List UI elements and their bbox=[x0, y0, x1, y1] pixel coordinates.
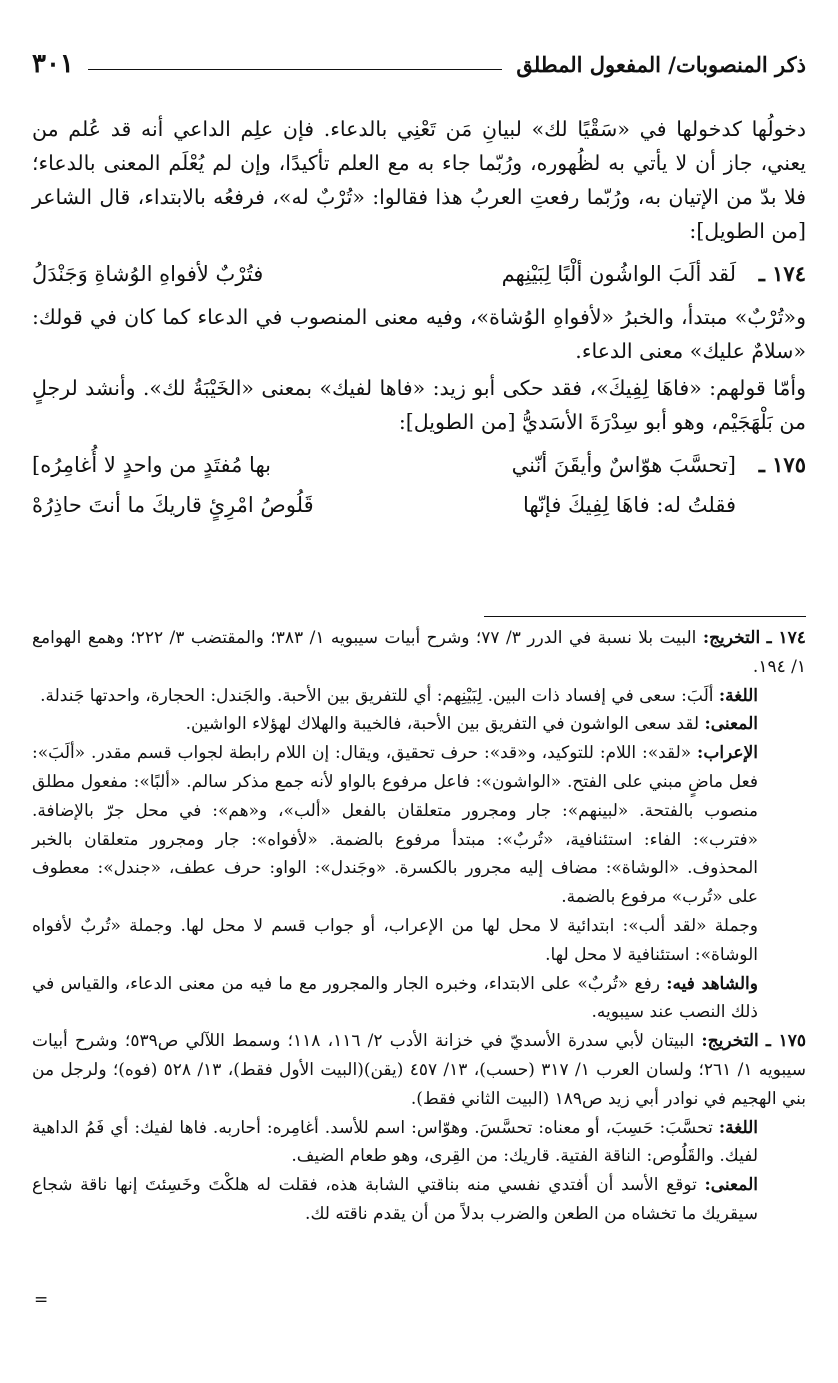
verse-175 bbox=[32, 445, 806, 525]
verse-number: ١٧٤ ـ bbox=[758, 261, 806, 286]
footnote-label: المعنى: bbox=[704, 714, 758, 735]
verse-number: ١٧٥ ـ bbox=[758, 452, 806, 477]
footnote-text: توقع الأسد أن أفتدي نفسي منه بناقتي الشابة هذه، فقلت له هلكْتَ وخَسِئتَ إنها ناقة شجاع سيقريك ما تخشاه من الطعن والضرب بدلاً من أن يقدم ناقته لك. bbox=[32, 1175, 758, 1224]
footnote-number: ١٧٤ ـ bbox=[766, 628, 806, 648]
verse-hemistich: لَقد ألَبَ الواشُون ألْبًا لِبَيْنِهم bbox=[501, 262, 736, 286]
footnote-entry bbox=[32, 1114, 806, 1172]
footnote-label: التخريج: bbox=[701, 1031, 759, 1052]
footnotes bbox=[32, 624, 806, 1229]
running-title: ذكر المنصوبات/ المفعول المطلق bbox=[516, 51, 806, 77]
footnote-text: البيتان لأبي سدرة الأسديّ في خزانة الأدب ٢/ ١١٦، ١١٨؛ وسمط اللآلي ص٥٣٩؛ وشرح أبيات سيبويه ١/ ٢٦١؛ ولسان العرب ١/ ٣١٧ (حسب)، ١٣/ ٤٥٧ (يقن)(البيت الأول فقط)، ١٣/ ٥٢٨ (فوه)؛ ولرجل من بني الهجيم في نوادر أبي زيد ص١٨٩ (البيت الثاني فقط). bbox=[32, 1031, 806, 1109]
footnote-label: اللغة: bbox=[718, 685, 758, 706]
footnote-entry bbox=[32, 682, 806, 711]
footnote-label: التخريج: bbox=[702, 628, 761, 648]
footnote-text: لقد سعى الواشون في التفريق بين الأحبة، فالخيبة والهلاك لهؤلاء الواشين. bbox=[185, 714, 705, 735]
footnote-label: والشاهد فيه: bbox=[666, 973, 758, 994]
footnote-text: تحسَّبَ: حَسِبَ، أو معناه: تحسَّسَ. وهوّاس: اسم للأسد. أغامِره: أحاربه. فاها لفيك: أي فَمُ الداهية لفيك. والقَلُوص: الناقة الفتية. قاريك: من القِرى، وهو طعام الضيف. bbox=[32, 1117, 758, 1167]
footer-mark: = bbox=[34, 1290, 49, 1310]
verse-hemistich: فقلتُ له: فاهَا لِفِيكَ فإنّها bbox=[523, 493, 736, 517]
main-text bbox=[32, 112, 806, 531]
verse-hemistich: فتُرْبٌ لأفواهِ الوُشاةِ وَجَنْدَلُ bbox=[32, 262, 264, 286]
footnote-entry bbox=[32, 1027, 806, 1113]
footnote-text: رفع «تُربٌ» على الابتداء، وخبره الجار والمجرور مع ما فيه من معنى الدعاء، والقياس في ذلك النصب عند سيبويه. bbox=[32, 973, 758, 1023]
verse-174 bbox=[32, 254, 806, 294]
footnote-entry bbox=[32, 912, 806, 970]
footnote-entry bbox=[32, 970, 806, 1028]
footnote-text: البيت بلا نسبة في الدرر ٣/ ٧٧؛ وشرح أبيات سيبويه ١/ ٣٨٣؛ والمقتضب ٣/ ٢٢٢؛ وهمع الهوامع ١/ ١٩٤. bbox=[32, 628, 806, 677]
paragraph: وأمّا قولهم: «فاهَا لِفِيكَ»، فقد حكى أبو زيد: «فاها لفيك» بمعنى «الخَيْبَةُ لك». وأنشد لرجلٍ من بَلْهَجَيْم، وهو أبو سِدْرَةَ الأسَديُّ [من الطويل]: bbox=[32, 376, 806, 434]
footnote-text: «لقد»: اللام: للتوكيد، و«قد»: حرف تحقيق، ويقال: إن اللام رابطة لجواب قسم مقدر. «ألَبَ»: فعل ماضٍ مبني على الفتح. «الواشون»: فاعل مرفوع بالواو لأنه جمع مذكر سالم. «ألبًا»: مفعول مطلق منصوب بالفتحة. «لبينهم»: جار ومجرور متعلقان بالفعل «ألب»، و«هم»: في محل جرّ بالإضافة. «فترب»: الفاء: استئنافية، «تُربٌ»: مبتدأ مرفوع بالضمة. «لأفواه»: جار ومجرور متعلقان بالخبر المحذوف. «الوشاة»: مضاف إليه مجرور بالكسرة. «وجَندل»: الواو: حرف عطف، «جندل»: معطوف على «تُرب» مرفوع بالضمة. bbox=[32, 743, 758, 908]
footnote-label: اللغة: bbox=[718, 1117, 758, 1138]
footnote-entry bbox=[32, 624, 806, 682]
footnote-entry bbox=[32, 1171, 806, 1229]
verse-hemistich: بها مُفتَدٍ من واحدٍ لا أُغامِرُه] bbox=[32, 453, 271, 477]
verse-hemistich: [تحسَّبَ هوّاسٌ وأيقَنَ أنّني bbox=[511, 453, 736, 477]
verse-hemistich: قَلُوصُ امْرِئٍ قاريكَ ما أنتَ حاذِرُهْ bbox=[32, 493, 314, 517]
footnote-text: ألَبَ: سعى في إفساد ذات البين. لِبَيْنِهم: أي للتفريق بين الأحبة. والجَندل: الحجارة، واحدتها جَندلة. bbox=[40, 685, 719, 706]
footnote-number: ١٧٥ ـ bbox=[765, 1031, 806, 1052]
page-header bbox=[32, 44, 806, 84]
footnote-label: المعنى: bbox=[704, 1175, 758, 1196]
page-number: ٣٠١ bbox=[32, 49, 74, 79]
footnote-entry bbox=[32, 739, 806, 912]
paragraph: و«تُرْبٌ» مبتدأ، والخبرُ «لأفواهِ الوُشاة»، وفيه معنى المنصوب في الدعاء كما كان في قولك: «سلامٌ عليك» معنى الدعاء. bbox=[32, 305, 806, 363]
footnote-entry bbox=[32, 710, 806, 739]
header-rule bbox=[88, 69, 502, 70]
footnote-text: وجملة «لقد ألب»: ابتدائية لا محل لها من الإعراب، أو جواب قسم لا محل لها. وجملة «تُربٌ لأفواه الوشاة»: استئنافية لا محل لها. bbox=[32, 915, 758, 965]
footnote-separator bbox=[484, 616, 806, 617]
footnote-label: الإعراب: bbox=[697, 743, 758, 764]
paragraph: دخولُها كدخولها في «سَقْيًا لك» لبيانِ مَن تَعْنِي بالدعاء. فإن علِم الداعي أنه قد عُلم من يعني، جاز أن لا يأتي به لظُهوره، ورُبّما جاء به مع العلم تأكيدًا، وإن لم يُعْلَم المعنى بالدعاء؛ فلا بدّ من الإتيان به، ورُبّما رفعتِ العربُ هذا فقالوا: «تُرْبٌ له»، فرفعُه بالابتداء، قال الشاعر [من الطويل]: bbox=[32, 117, 806, 243]
